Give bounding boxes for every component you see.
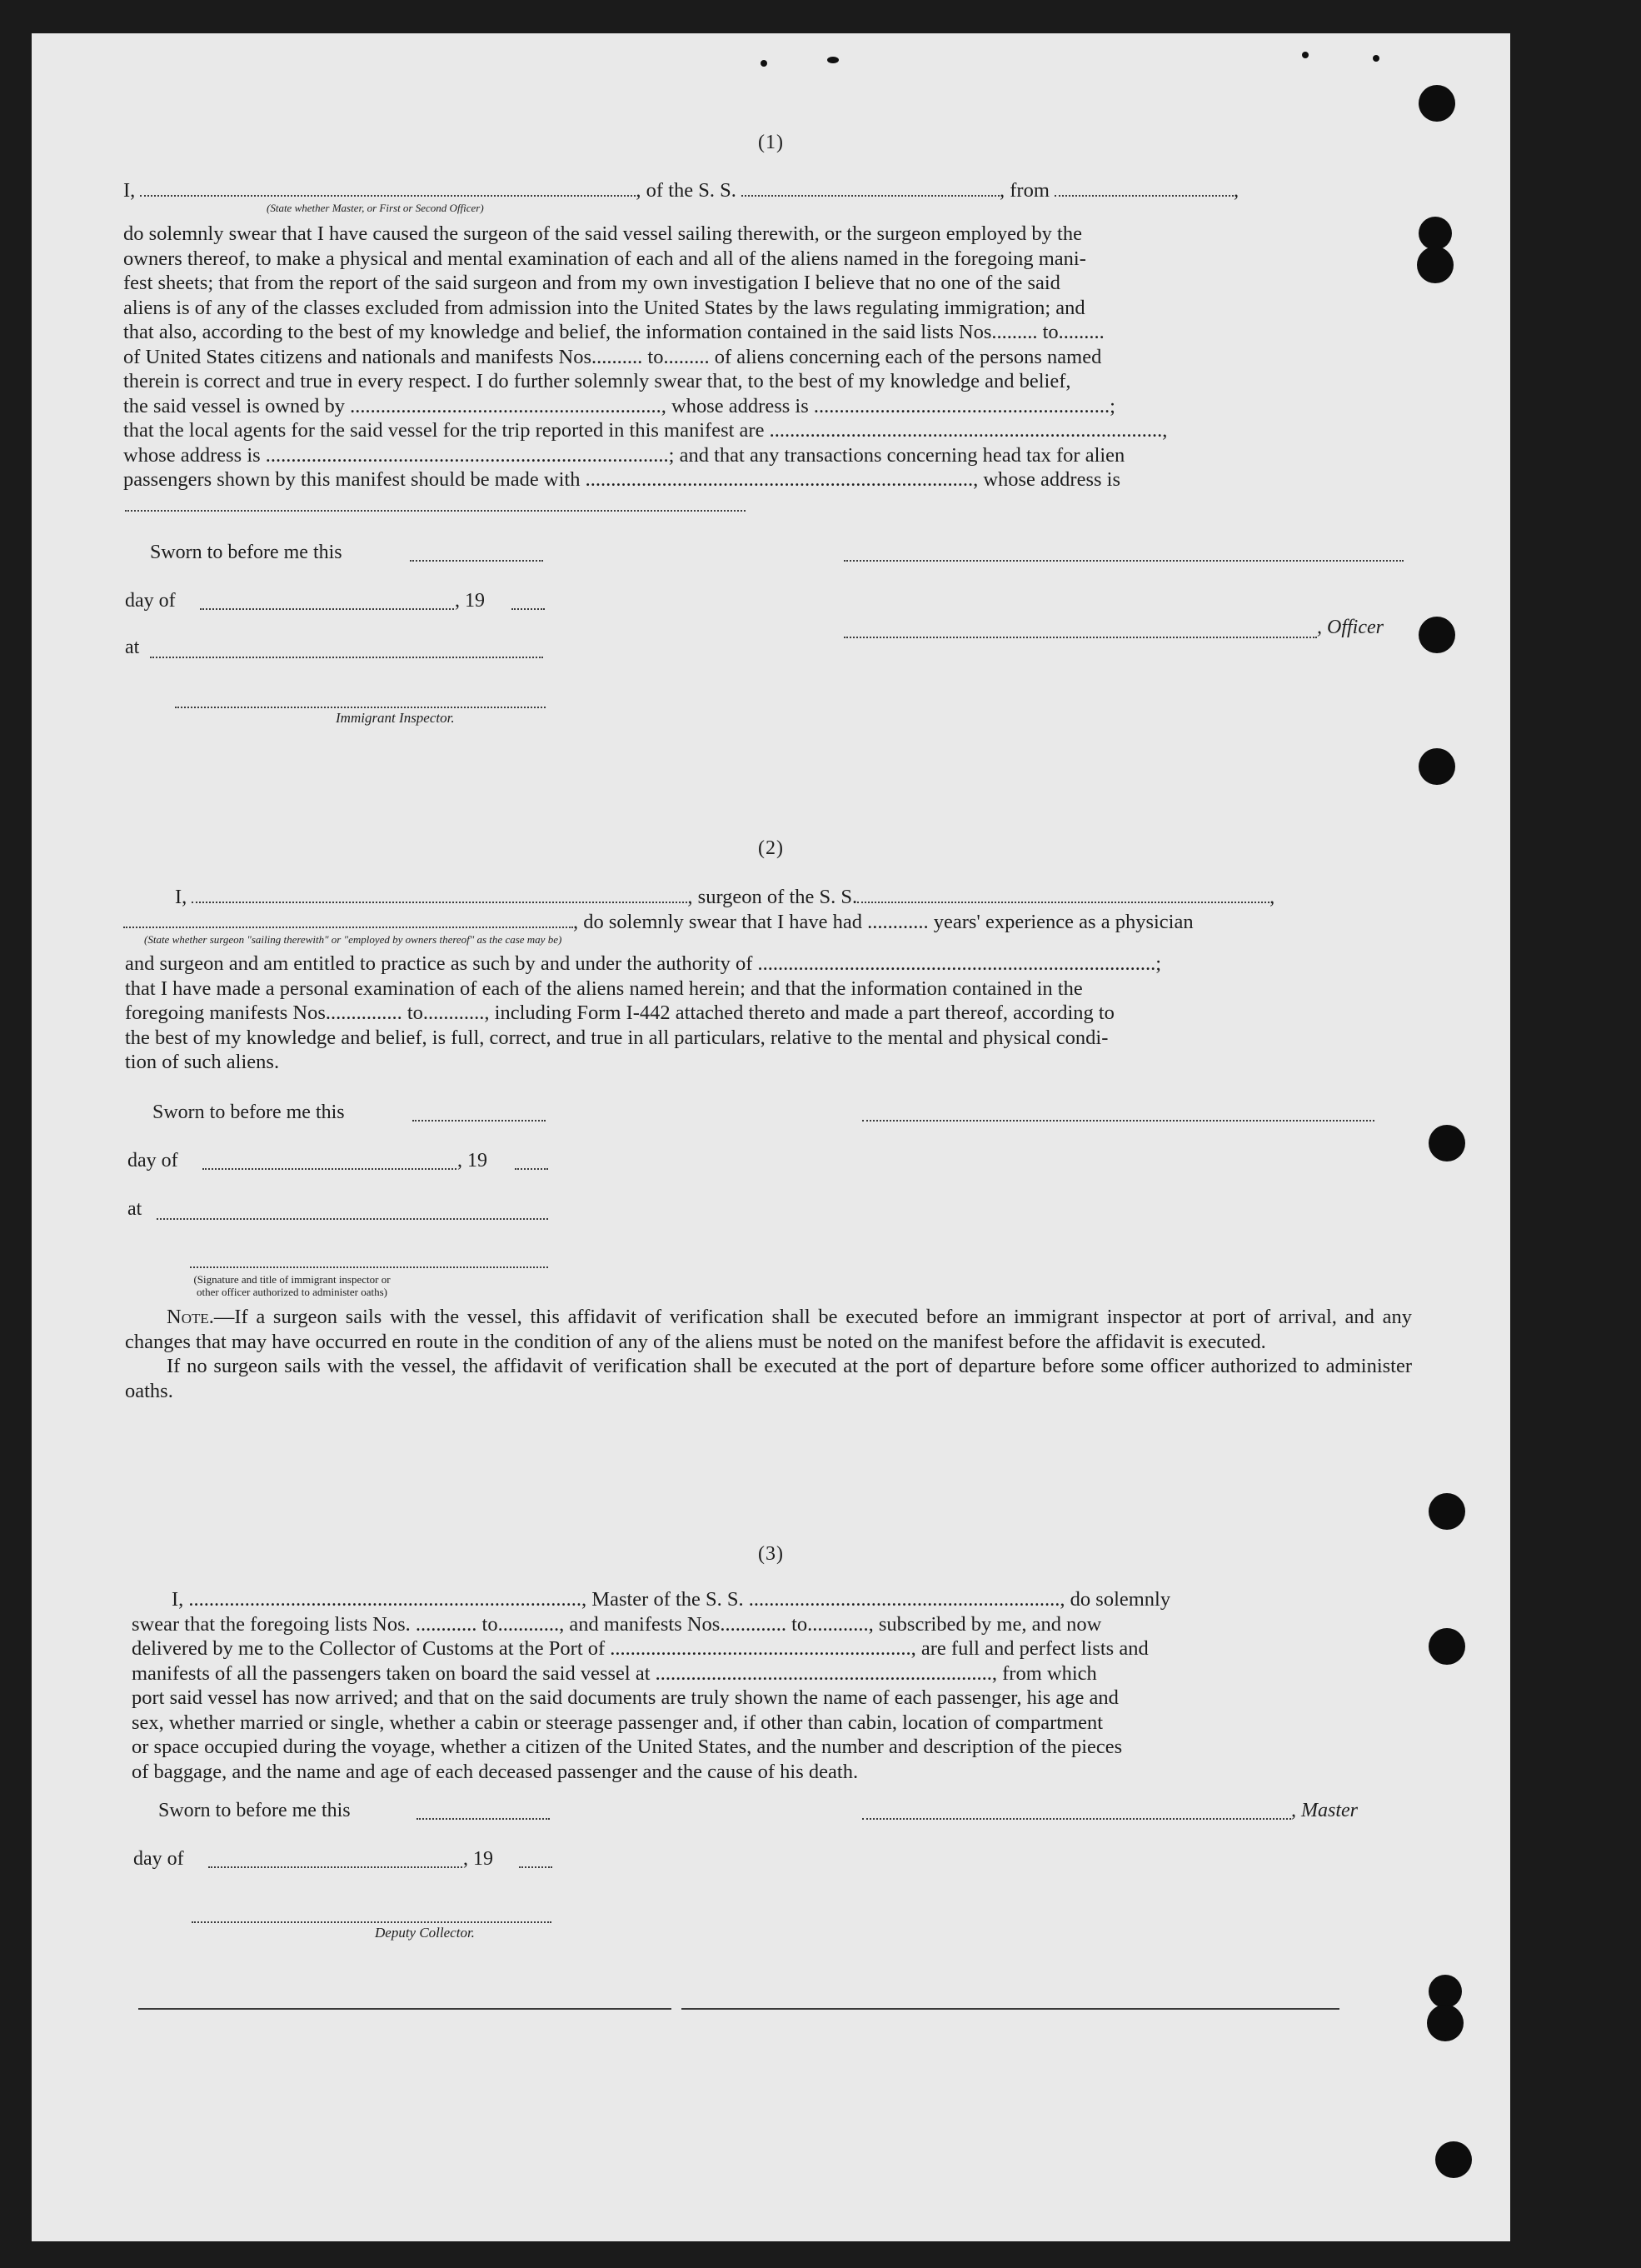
at-field[interactable] (157, 1216, 548, 1220)
section-3-body: I, ............................................................................., Master of the S. S. ............................................................., do solemnly swear that the foregoing lists Nos. ............ to............, and manifests Nos............. to............, subscribed by me, and now delivered by me to the Collector of Customs at the Port of ..........................................................., are full and perfect lists and manifests of all the passengers taken on board the said vessel at .................................................................., from which port said vessel has now arrived; and that on the said documents are truly shown the name of each passenger, his age and sex, whether married or single, whether a cabin or steerage passenger and, if other than cabin, location of compartment or space occupied during the voyage, whether a citizen of the United States, and the number and description of the pieces of baggage, and the name and age of each deceased passenger and the cause of his death. (132, 1588, 1171, 1783)
day-of-field[interactable] (202, 1166, 456, 1170)
day-of-label: day of (133, 1848, 184, 1870)
year-field[interactable] (515, 1166, 548, 1170)
binder-hole-figure8 (1417, 217, 1454, 283)
punch-hole (1429, 1628, 1465, 1665)
officer-title-field[interactable] (844, 635, 1317, 638)
inspector-caption: (Signature and title of immigrant inspector or other officer authorized to administer oaths) (193, 1273, 391, 1298)
day-of-field[interactable] (200, 607, 454, 610)
ink-speck (827, 57, 839, 63)
port-from-field[interactable] (1055, 178, 1234, 197)
section-3-number: (3) (758, 1543, 784, 1565)
master-signature-field[interactable] (862, 1816, 1291, 1820)
inspector-signature-field[interactable] (175, 705, 546, 708)
punch-hole (1419, 85, 1455, 122)
section-2-number: (2) (758, 837, 784, 859)
address-continuation-field[interactable] (125, 508, 746, 512)
surgeon-signature-field[interactable] (862, 1118, 1374, 1122)
officer-name-field[interactable] (140, 178, 636, 197)
section-1-first-line: I, , of the S. S. , from , (123, 179, 1239, 202)
i-label: I, (123, 179, 136, 202)
vessel-name-field[interactable] (741, 178, 1000, 197)
day-of-label: day of (125, 590, 176, 612)
sworn-date-field[interactable] (410, 558, 543, 562)
ink-speck (1373, 55, 1379, 62)
form-page (32, 33, 1510, 2241)
at-label: at (125, 637, 140, 658)
day-of-label: day of (127, 1150, 178, 1171)
section-1-rank-note: (State whether Master, or First or Second Officer) (267, 202, 484, 214)
section-2-status-note: (State whether surgeon "sailing therewith" or "employed by owners thereof" as the case may be) (144, 933, 562, 946)
sworn-date-field[interactable] (412, 1118, 546, 1122)
year-field[interactable] (519, 1865, 552, 1868)
section-2-note: Note.—If a surgeon sails with the vessel, this affidavit of verification shall be executed before an immigrant inspector at port of arrival, and any changes that may have occurred en route in the condition of any of the aliens must be noted on the manifest before the affidavit is executed. If no surgeon sails with the vessel, the affidavit of verification shall be executed at the port of departure before some officer authorized to administer oaths. (125, 1306, 1418, 1402)
bottom-rule-right (681, 2008, 1339, 2010)
vessel-name-field[interactable] (857, 885, 1269, 903)
punch-hole (1435, 2141, 1472, 2178)
sworn-date-field[interactable] (416, 1816, 550, 1820)
year-field[interactable] (511, 607, 545, 610)
at-label: at (127, 1198, 142, 1220)
day-of-field[interactable] (208, 1865, 462, 1868)
year-label: , 19 (463, 1848, 493, 1870)
punch-hole (1419, 617, 1455, 653)
surgeon-name-field[interactable] (192, 885, 687, 903)
year-label: , 19 (455, 590, 485, 612)
collector-label: Deputy Collector. (375, 1925, 475, 1941)
section-2-first-line: I, , surgeon of the S. S. , (175, 886, 1275, 908)
punch-hole (1419, 748, 1455, 785)
section-2-second-line: , do solemnly swear that I have had ............ years' experience as a physician (123, 910, 1373, 935)
punch-hole (1429, 1493, 1465, 1530)
year-label: , 19 (457, 1150, 487, 1171)
bottom-rule-left (138, 2008, 671, 2010)
section-2-body: and surgeon and am entitled to practice as such by and under the authority of ..............................................................................; that I have made a personal examination of each of the aliens named herein; and that the information contained in the foregoing manifests Nos............... to............, including Form I-442 attached thereto and made a part thereof, according to the best of my knowledge and belief, is full, correct, and true in all particulars, relative to the mental and physical condi- tion of such aliens. (125, 952, 1162, 1073)
officer-label: , Officer (1317, 617, 1384, 638)
sworn-label: Sworn to before me this (158, 1800, 351, 1821)
punch-hole (1429, 1125, 1465, 1161)
ink-speck (1302, 52, 1309, 58)
inspector-label: Immigrant Inspector. (336, 710, 455, 726)
section-1-body: do solemnly swear that I have caused the surgeon of the said vessel sailing therewith, or the surgeon employed by the owners thereof, to make a physical and mental examination of each and all of the aliens named in the foregoing mani- fest sheets; that from the report of the said surgeon and from my own investigation I believe that no one of the said aliens is of any of the classes excluded from admission into the United States by the laws regulating immigration; and that also, according to the best of my knowledge and belief, the information contained in the said lists Nos......... to......... of United States citizens and nationals and manifests Nos.......... to......... of aliens concerning each of the persons named therein is correct and true in every respect. I do further solemnly swear that, to the best of my knowledge and belief, the said vessel is owned by ............................................................., whose address is ..........................................................; that the local agents for the said vessel for the trip reported in this manifest are ............................................................................., whose address is ...............................................................................; and that any transactions concerning head tax for alien passengers shown by this manifest should be made with ............................................................................, whose address is (123, 222, 1168, 491)
ink-speck (761, 60, 767, 67)
at-field[interactable] (150, 655, 543, 658)
inspector-signature-field[interactable] (190, 1265, 548, 1268)
master-label: , Master (1291, 1800, 1358, 1821)
officer-signature-field[interactable] (844, 558, 1404, 562)
collector-signature-field[interactable] (192, 1920, 551, 1923)
surgeon-status-field[interactable] (123, 910, 573, 928)
sworn-label: Sworn to before me this (150, 542, 342, 563)
binder-hole-figure8 (1427, 1975, 1464, 2041)
section-1-number: (1) (758, 132, 784, 153)
sworn-label: Sworn to before me this (152, 1102, 345, 1123)
